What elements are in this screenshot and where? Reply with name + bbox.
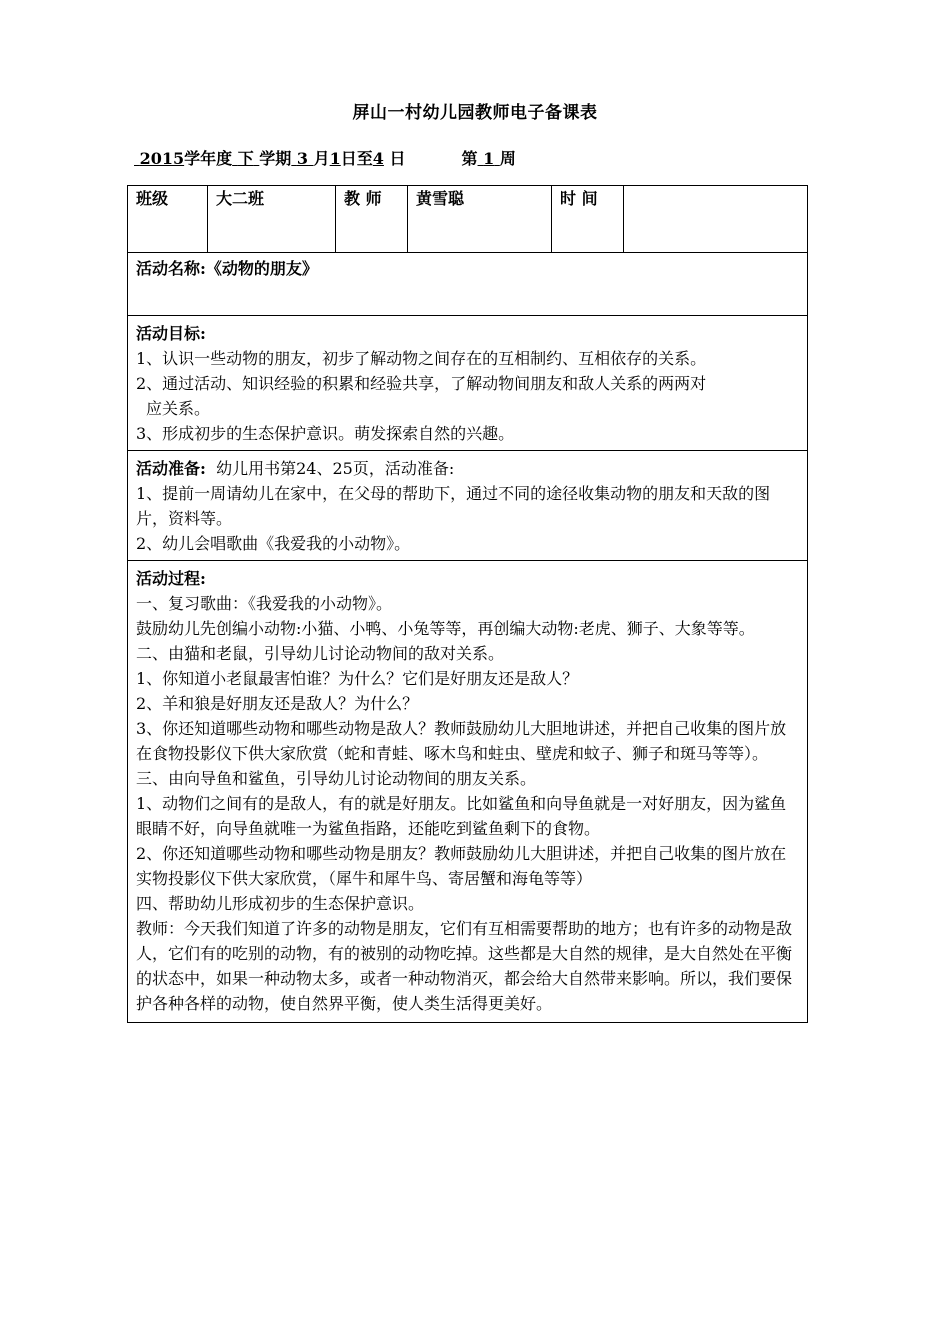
day-suffix: 日	[389, 149, 406, 168]
class-value-cell: 大二班	[208, 186, 336, 253]
header-row	[128, 186, 808, 253]
process-line: 三、由向导鱼和鲨鱼，引导幼儿讨论动物间的朋友关系。	[136, 769, 537, 788]
day-end: 4	[372, 149, 384, 168]
preparation-row	[128, 451, 808, 561]
prep-label: 活动准备:	[136, 459, 206, 478]
process-line: 一、复习歌曲：《我爱我的小动物》。	[136, 594, 393, 613]
process-line: 鼓励幼儿先创编小动物:小猫、小鸭、小兔等等，再创编大动物:老虎、狮子、大象等等。	[136, 619, 755, 638]
process-line: 教师：今天我们知道了许多的动物是朋友，它们有互相需要帮助的地方；也有许多的动物是敌人，它们有的吃别的动物，有的被别的动物吃掉。这些都是大自然的规律，是大自然处在平衡的状态中，如果一种动物太多，或者一种动物消灭，都会给大自然带来影响。所以，我们要保护各种各样的动物，使自然界平衡，使人类生活得更美好。	[136, 919, 793, 1013]
process-line: 3、你还知道哪些动物和哪些动物是敌人？教师鼓励幼儿大胆地讲述，并把自己收集的图片放在食物投影仪下供大家欣赏（蛇和青蛙、啄木鸟和蛀虫、壁虎和蚊子、狮子和斑马等等）。	[136, 719, 787, 763]
activity-name-value: 《动物的朋友》	[205, 259, 318, 278]
process-line: 2、羊和狼是好朋友还是敌人？为什么？	[136, 694, 419, 713]
schedule-line	[134, 146, 516, 169]
week-prefix: 第	[461, 149, 478, 168]
goals-label: 活动目标:	[136, 324, 206, 343]
year-suffix: 学年度	[184, 149, 233, 168]
school-year: 2015	[139, 149, 185, 168]
week-suffix: 周	[499, 149, 516, 168]
teacher-label-cell: 教 师	[336, 186, 408, 253]
process-line: 四、帮助幼儿形成初步的生态保护意识。	[136, 894, 425, 913]
semester-suffix: 学期	[259, 149, 292, 168]
process-line: 1、你知道小老鼠最害怕谁？为什么？它们是好朋友还是敌人？	[136, 669, 579, 688]
process-line: 1、动物们之间有的是敌人，有的就是好朋友。比如鲨鱼和向导鱼就是一对好朋友，因为鲨鱼眼睛不好，向导鱼就唯一为鲨鱼指路，还能吃到鲨鱼剩下的食物。	[136, 794, 787, 838]
process-line: 2、你还知道哪些动物和哪些动物是朋友？教师鼓励幼儿大胆讲述，并把自己收集的图片放在实物投影仪下供大家欣赏，（犀牛和犀牛鸟、寄居蟹和海龟等等）	[136, 844, 787, 888]
time-value-cell	[624, 186, 808, 253]
class-label-cell: 班级	[128, 186, 208, 253]
lesson-plan-table	[127, 185, 808, 1023]
prep-item: 1、提前一周请幼儿在家中，在父母的帮助下，通过不同的途径收集动物的朋友和天敌的图片，资料等。	[136, 484, 771, 528]
activity-name-row	[128, 253, 808, 316]
process-row	[128, 561, 808, 1023]
goal-item-continued: 应关系。	[146, 399, 211, 418]
process-label: 活动过程:	[136, 569, 206, 588]
semester: 下	[237, 149, 254, 168]
month: 3	[296, 149, 309, 168]
day-mid: 日至	[340, 149, 373, 168]
process-line: 二、由猫和老鼠，引导幼儿讨论动物间的敌对关系。	[136, 644, 505, 663]
prep-item: 2、幼儿会唱歌曲《我爱我的小动物》。	[136, 534, 411, 553]
prep-intro: 幼儿用书第24、25页，活动准备:	[205, 459, 455, 478]
goal-item: 3、形成初步的生态保护意识。萌发探索自然的兴趣。	[136, 424, 515, 443]
month-suffix: 月	[313, 149, 330, 168]
teacher-value-cell: 黄雪聪	[408, 186, 552, 253]
day-start: 1	[329, 149, 341, 168]
goals-row	[128, 316, 808, 451]
week-number: 1	[483, 149, 495, 168]
goal-item: 2、通过活动、知识经验的积累和经验共享，了解动物间朋友和敌人关系的两两对	[136, 374, 707, 393]
goal-item: 1、认识一些动物的朋友，初步了解动物之间存在的互相制约、互相依存的关系。	[136, 349, 707, 368]
time-label-cell: 时 间	[552, 186, 624, 253]
document-title: 屏山一村幼儿园教师电子备课表	[352, 103, 598, 123]
activity-name-label: 活动名称:	[136, 259, 206, 278]
